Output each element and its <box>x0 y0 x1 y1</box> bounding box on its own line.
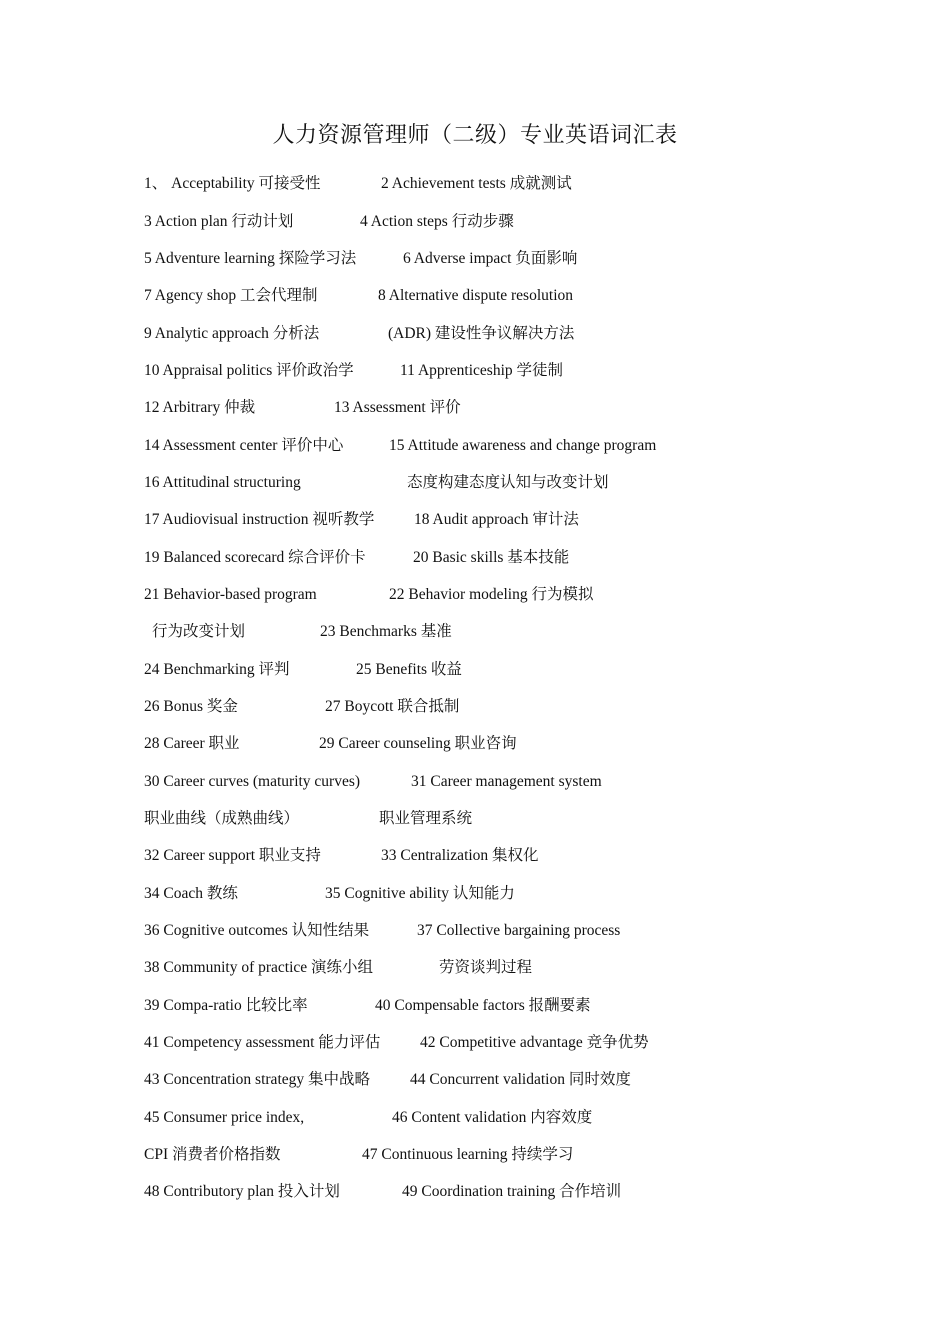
vocab-entry-left: 26 Bonus 奖金 <box>144 698 238 715</box>
vocab-entry-right: 31 Career management system <box>411 773 602 790</box>
vocab-entry-right: 2 Achievement tests 成就测试 <box>381 175 572 192</box>
vocab-entry-left: CPI 消费者价格指数 <box>144 1146 281 1163</box>
vocab-entry-right: 46 Content validation 内容效度 <box>392 1109 593 1126</box>
vocab-entry-left: 36 Cognitive outcomes 认知性结果 <box>144 922 370 939</box>
vocab-entry-left: 17 Audiovisual instruction 视听教学 <box>144 511 375 528</box>
vocab-entry-left: 43 Concentration strategy 集中战略 <box>144 1071 370 1088</box>
vocab-entry-right: 18 Audit approach 审计法 <box>414 511 579 528</box>
vocab-entry-left: 39 Compa-ratio 比较比率 <box>144 997 308 1014</box>
vocab-entry-right: 49 Coordination training 合作培训 <box>402 1183 622 1200</box>
vocab-entry-right: 35 Cognitive ability 认知能力 <box>325 885 515 902</box>
vocab-entry-right: 42 Competitive advantage 竞争优势 <box>420 1034 649 1051</box>
vocab-entry-left: 职业曲线（成熟曲线） <box>144 810 300 827</box>
vocab-entry-right: 11 Apprenticeship 学徒制 <box>400 362 564 379</box>
page-title: 人力资源管理师（二级）专业英语词汇表 <box>272 122 678 147</box>
vocab-entry-left: 14 Assessment center 评价中心 <box>144 437 344 454</box>
vocab-entry-right: 27 Boycott 联合抵制 <box>325 698 460 715</box>
vocab-entry-left: 38 Community of practice 演练小组 <box>144 959 374 976</box>
vocab-entry-left: 10 Appraisal politics 评价政治学 <box>144 362 354 379</box>
vocab-entry-right: 4 Action steps 行动步骤 <box>360 213 514 230</box>
vocab-entry-left: 16 Attitudinal structuring <box>144 474 301 491</box>
vocab-entry-right: 劳资谈判过程 <box>439 959 533 976</box>
vocab-entry-left: 41 Competency assessment 能力评估 <box>144 1034 381 1051</box>
vocab-entry-left: 45 Consumer price index, <box>144 1109 305 1126</box>
vocab-entry-left: 9 Analytic approach 分析法 <box>144 325 320 342</box>
vocab-entry-left: 30 Career curves (maturity curves) <box>144 773 361 790</box>
vocab-entry-right: 22 Behavior modeling 行为模拟 <box>389 586 594 603</box>
vocab-entry-right: (ADR) 建设性争议解决方法 <box>388 325 575 342</box>
vocab-entry-left: 28 Career 职业 <box>144 735 240 752</box>
vocab-entry-right: 23 Benchmarks 基准 <box>320 623 452 640</box>
vocab-entry-right: 13 Assessment 评价 <box>334 399 461 416</box>
vocab-entry-right: 25 Benefits 收益 <box>356 661 462 678</box>
vocab-entry-right: 8 Alternative dispute resolution <box>378 287 574 304</box>
vocab-entry-left: 行为改变计划 <box>152 623 246 640</box>
vocab-entry-right: 态度构建态度认知与改变计划 <box>407 474 609 491</box>
vocab-entry-left: 3 Action plan 行动计划 <box>144 213 294 230</box>
vocab-entry-left: 32 Career support 职业支持 <box>144 847 321 864</box>
vocab-entry-left: 34 Coach 教练 <box>144 885 238 902</box>
vocab-entry-left: 48 Contributory plan 投入计划 <box>144 1183 340 1200</box>
vocab-entry-left: 1、 Acceptability 可接受性 <box>144 175 321 192</box>
vocab-entry-right: 47 Continuous learning 持续学习 <box>362 1146 574 1163</box>
vocab-entry-right: 29 Career counseling 职业咨询 <box>319 735 517 752</box>
vocab-entry-left: 7 Agency shop 工会代理制 <box>144 287 318 304</box>
vocab-entry-right: 15 Attitude awareness and change program <box>389 437 657 454</box>
vocab-entry-right: 44 Concurrent validation 同时效度 <box>410 1071 631 1088</box>
vocab-entry-right: 职业管理系统 <box>379 810 473 827</box>
vocab-entry-left: 12 Arbitrary 仲裁 <box>144 399 256 416</box>
vocab-entry-right: 37 Collective bargaining process <box>417 922 621 939</box>
vocab-entry-right: 6 Adverse impact 负面影响 <box>403 250 578 267</box>
vocab-entry-left: 24 Benchmarking 评判 <box>144 661 290 678</box>
vocab-entry-left: 5 Adventure learning 探险学习法 <box>144 250 357 267</box>
vocab-entry-left: 19 Balanced scorecard 综合评价卡 <box>144 549 366 566</box>
vocab-entry-left: 21 Behavior-based program <box>144 586 317 603</box>
vocab-entry-right: 20 Basic skills 基本技能 <box>413 549 570 566</box>
vocab-entry-right: 40 Compensable factors 报酬要素 <box>375 997 591 1014</box>
vocab-entry-right: 33 Centralization 集权化 <box>381 847 539 864</box>
